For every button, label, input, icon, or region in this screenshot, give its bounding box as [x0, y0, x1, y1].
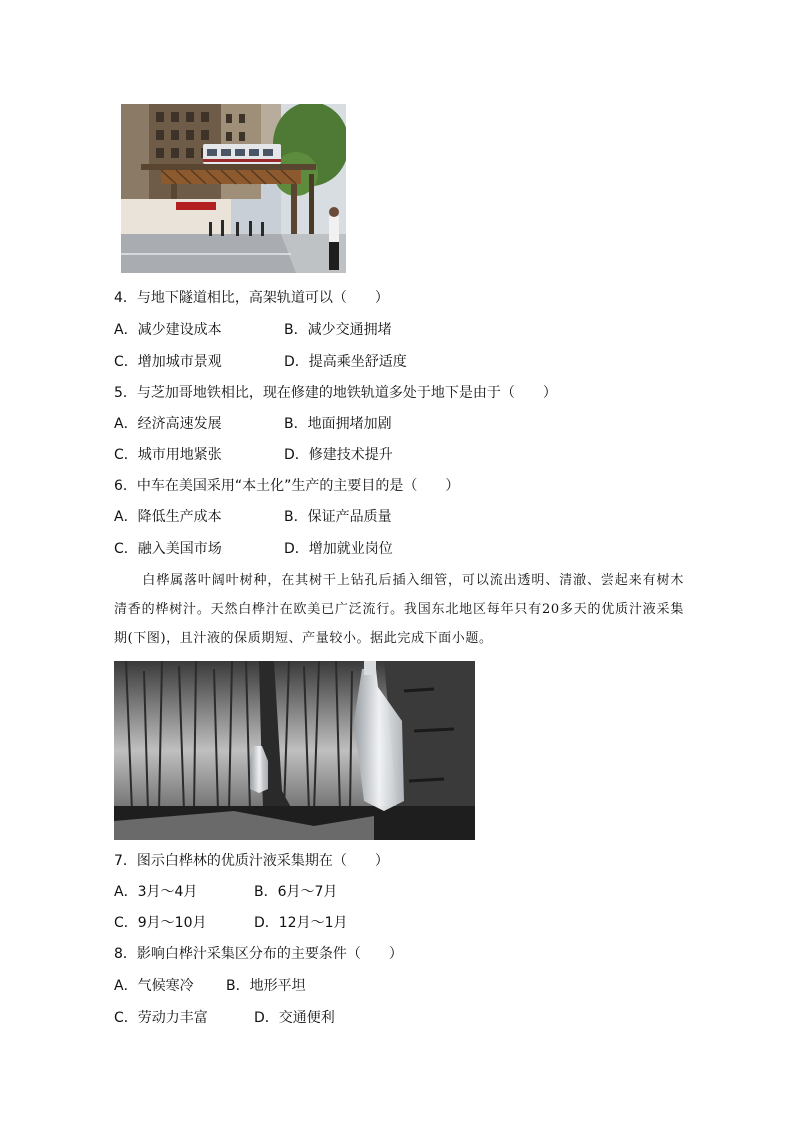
- elevated-train-photo: [121, 104, 346, 273]
- question-6-option-d: D．增加就业岗位: [284, 541, 393, 557]
- question-7-option-c: C．9月～10月: [114, 915, 207, 931]
- question-8-option-d: D．交通便利: [254, 1010, 335, 1026]
- question-5-option-b: B．地面拥堵加剧: [284, 416, 392, 432]
- question-8-stem: 8．影响白桦汁采集区分布的主要条件（ ）: [114, 946, 403, 962]
- question-5-option-d: D．修建技术提升: [284, 447, 393, 463]
- question-5-option-a: A．经济高速发展: [114, 416, 222, 432]
- question-4-option-b: B．减少交通拥堵: [284, 322, 392, 338]
- passage-text: 白桦属落叶阔叶树种，在其树干上钻孔后插入细管，可以流出透明、清澈、尝起来有树木清香的桦树汁。天然白桦汁在欧美已广泛流行。我国东北地区每年只有20多天的优质汁液采集期(下图)，且汁液的保质期短、产量较小。据此完成下面小题。: [114, 573, 684, 646]
- question-4-option-a: A．减少建设成本: [114, 322, 222, 338]
- question-6-option-b: B．保证产品质量: [284, 509, 392, 525]
- question-4-stem: 4．与地下隧道相比，高架轨道可以（ ）: [114, 290, 389, 306]
- birch-sap-photo: [114, 661, 475, 840]
- birch-forest-illustration: [114, 661, 475, 840]
- question-6-option-c: C．融入美国市场: [114, 541, 222, 557]
- question-4-option-d: D．提高乘坐舒适度: [284, 354, 407, 370]
- question-7-option-b: B．6月～7月: [254, 884, 338, 900]
- question-5-stem: 5．与芝加哥地铁相比，现在修建的地铁轨道多处于地下是由于（ ）: [114, 385, 557, 401]
- elevated-train-illustration: [121, 104, 346, 273]
- question-7-stem: 7．图示白桦林的优质汁液采集期在（ ）: [114, 853, 389, 869]
- question-5-option-c: C．城市用地紧张: [114, 447, 222, 463]
- question-6-stem: 6．中车在美国采用“本土化”生产的主要目的是（ ）: [114, 478, 460, 494]
- birch-sap-passage: [114, 566, 684, 653]
- question-7-option-d: D．12月～1月: [254, 915, 348, 931]
- question-6-option-a: A．降低生产成本: [114, 509, 222, 525]
- question-8-option-a: A．气候寒冷: [114, 978, 194, 994]
- question-8-option-b: B．地形平坦: [226, 978, 306, 994]
- question-8-option-c: C．劳动力丰富: [114, 1010, 208, 1026]
- question-7-option-a: A．3月～4月: [114, 884, 198, 900]
- question-4-option-c: C．增加城市景观: [114, 354, 222, 370]
